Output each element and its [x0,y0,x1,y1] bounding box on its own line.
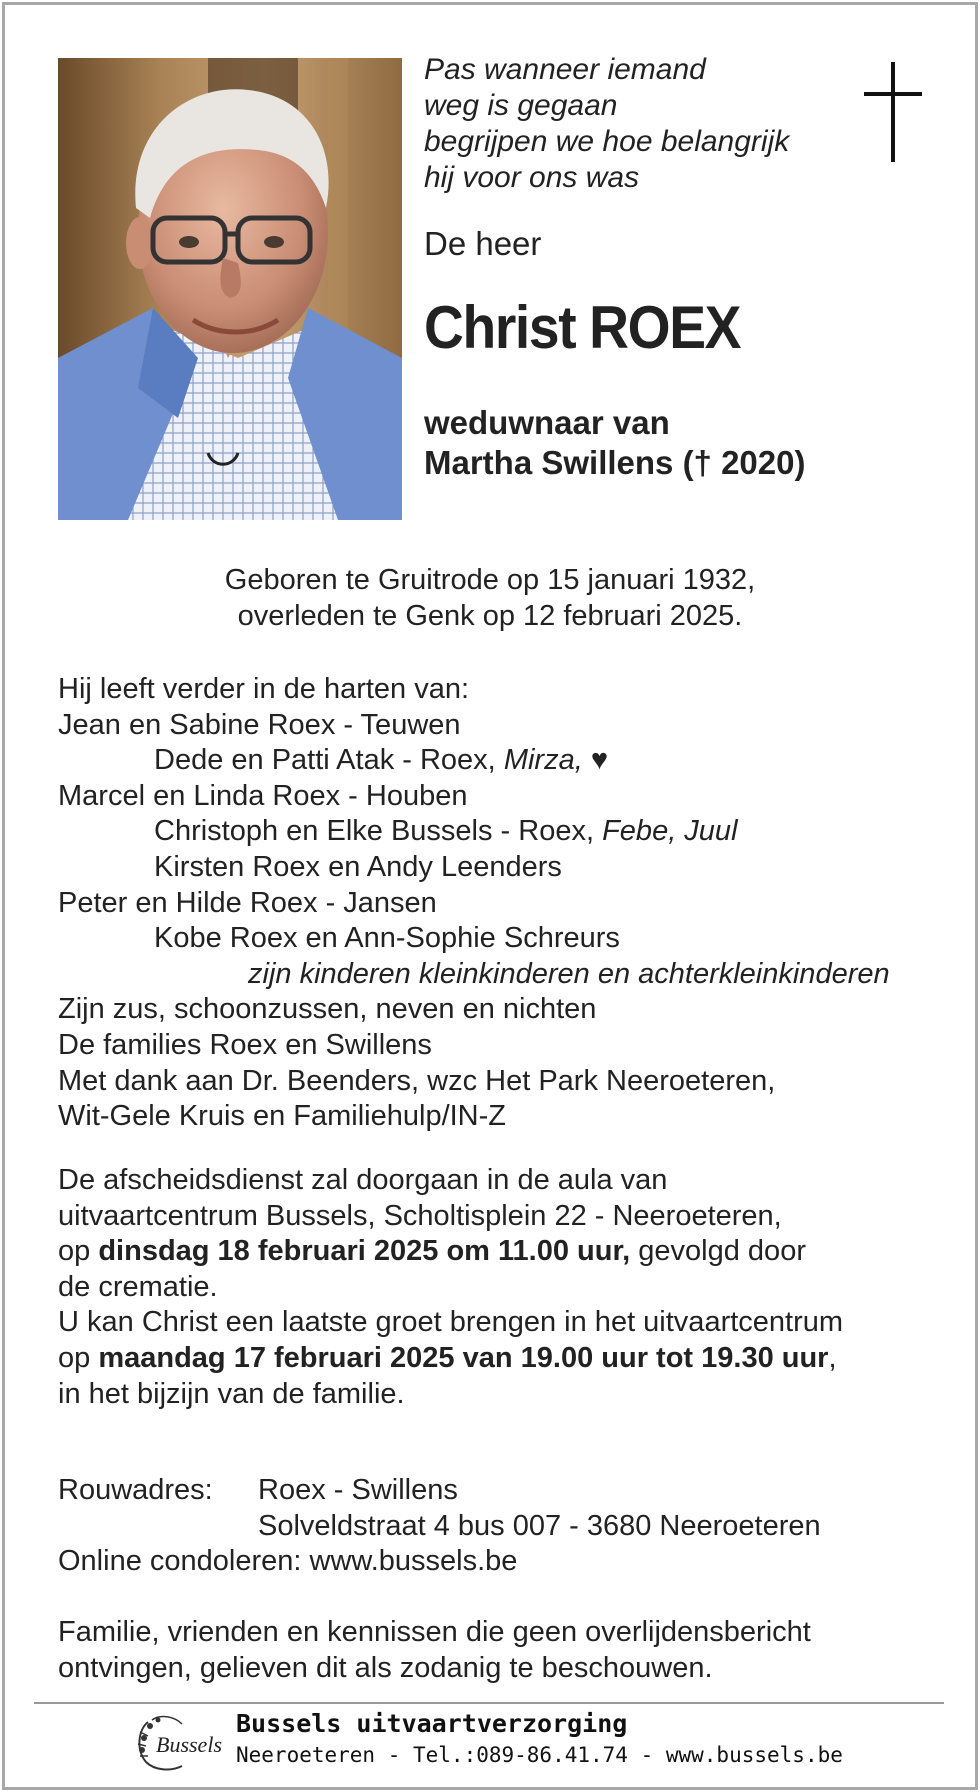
family-line: Zijn zus, schoonzussen, neven en nichten [58,993,597,1026]
family-line: Jean en Sabine Roex - Teuwen [58,708,461,741]
service-date: dinsdag 18 februari 2025 om 11.00 uur, [98,1235,631,1268]
notice-text [58,1615,938,1686]
notice-line: Familie, vrienden en kennissen die geen overlijdensbericht [58,1616,811,1648]
bussels-logo-icon [130,1710,222,1774]
service-text: op [58,1235,99,1268]
footer-company-name: Bussels uitvaartverzorging [236,1709,628,1738]
birth-line: Geboren te Gruitrode op 15 januari 1932, [224,564,756,596]
address-label: Rouwadres: [58,1474,213,1506]
memorial-quote [424,52,844,196]
service-line: in het bijzijn van de familie. [58,1377,405,1410]
address-name: Roex - Swillens [258,1474,458,1506]
family-line [58,814,938,850]
salutation: De heer [424,225,542,262]
address-street: Solveldstraat 4 bus 007 - 3680 Neeroeteren [258,1509,821,1542]
family-names: Dede en Patti Atak - Roex, [154,744,504,777]
visitation-date: maandag 17 februari 2025 van 19.00 uur tot 19.30 uur [98,1341,829,1374]
service-info [58,1163,938,1412]
family-list [58,672,938,1135]
family-line [58,743,938,779]
quote-line: hij voor ons was [424,161,640,194]
family-summary: zijn kinderen kleinkinderen en achterkleinkinderen [248,957,890,990]
quote-line: begrijpen we hoe belangrijk [424,125,790,158]
mourning-address [58,1473,938,1580]
online-condolence: Online condoleren: www.bussels.be [58,1545,518,1578]
quote-line: Pas wanneer iemand [424,53,706,86]
spouse-line: Martha Swillens († 2020) [424,444,806,481]
death-line: overleden te Genk op 12 februari 2025. [237,600,743,632]
service-date-line [58,1234,938,1270]
birth-death-info [0,562,980,634]
portrait-photo [58,58,402,520]
family-line: Kobe Roex en Ann-Sophie Schreurs [154,922,620,955]
address-line [58,1509,938,1545]
family-pet-names: Mirza, [503,744,591,777]
service-line: U kan Christ een laatste groet brengen in het uitvaartcentrum [58,1306,844,1339]
family-child-names: Febe, Juul [602,815,738,848]
thanks-line: Met dank aan Dr. Beenders, wzc Het Park Neeroeteren, [58,1064,776,1097]
family-names: Christoph en Elke Bussels - Roex, [154,815,603,848]
quote-line: weg is gegaan [424,89,618,122]
deceased-name: Christ ROEX [424,294,741,361]
family-line: Kirsten Roex en Andy Leenders [154,850,562,883]
notice-line: ontvingen, gelieven dit als zodanig te beschouwen. [58,1651,713,1684]
cross-icon [864,62,922,162]
service-text: gevolgd door [630,1235,806,1268]
thanks-line: Wit-Gele Kruis en Familiehulp/IN-Z [58,1100,506,1133]
service-text: op [58,1341,99,1374]
spouse-line: weduwnaar van [424,404,670,441]
service-line: de crematie. [58,1270,218,1303]
address-line [58,1473,938,1509]
spouse-info [424,403,805,483]
svg-text:Bussels: Bussels [156,1732,222,1757]
footer-divider [34,1702,944,1704]
heart-icon: ♥ [590,744,609,777]
family-line: Marcel en Linda Roex - Houben [58,779,468,812]
family-line: Peter en Hilde Roex - Jansen [58,886,437,919]
footer-contact-info: Neeroeteren - Tel.:089-86.41.74 - www.bussels.be [236,1743,843,1767]
service-line: De afscheidsdienst zal doorgaan in de aula van [58,1164,668,1196]
service-text: , [828,1341,837,1374]
family-line: De families Roex en Swillens [58,1028,432,1061]
service-line: uitvaartcentrum Bussels, Scholtisplein 22 - Neeroeteren, [58,1199,782,1232]
family-intro: Hij leeft verder in de harten van: [58,673,470,705]
visitation-date-line [58,1341,938,1377]
